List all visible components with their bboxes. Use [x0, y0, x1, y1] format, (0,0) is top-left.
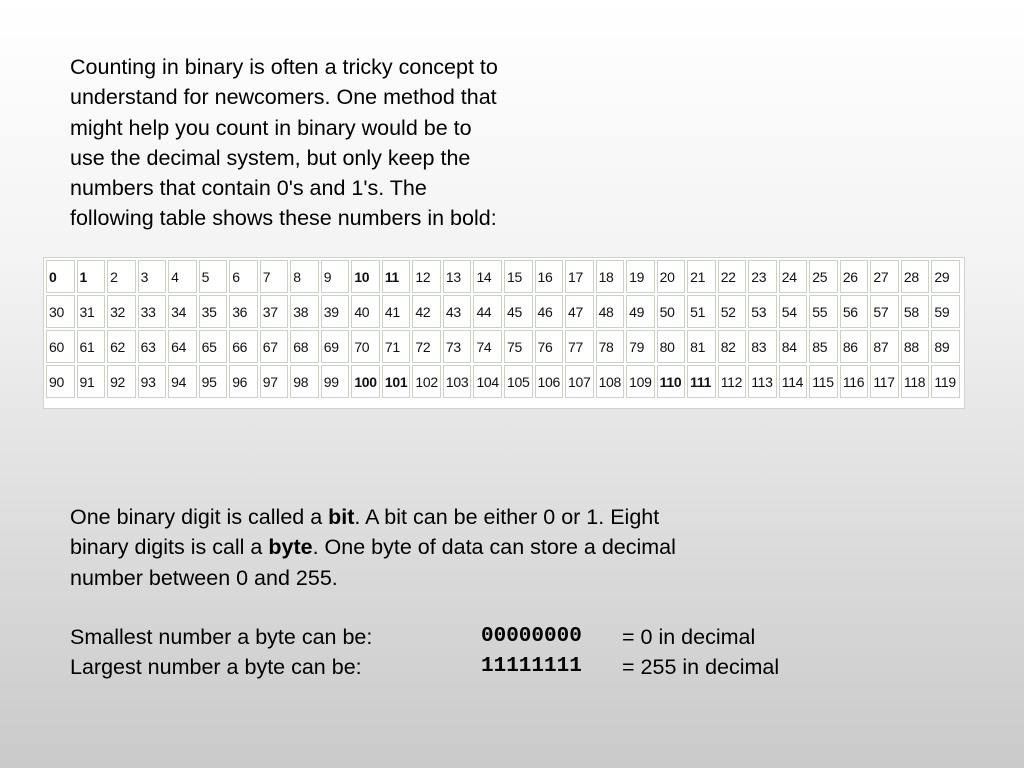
number-cell: 26 — [840, 260, 869, 293]
number-cell: 85 — [809, 330, 838, 363]
largest-byte-label: Largest number a byte can be: — [70, 655, 362, 679]
number-cell: 71 — [382, 330, 411, 363]
number-cell: 42 — [412, 295, 441, 328]
number-cell: 110 — [657, 365, 686, 398]
number-cell: 21 — [687, 260, 716, 293]
number-cell: 109 — [626, 365, 655, 398]
table-row — [46, 365, 960, 398]
number-cell: 47 — [565, 295, 594, 328]
number-cell: 55 — [809, 295, 838, 328]
number-cell: 17 — [565, 260, 594, 293]
number-cell: 91 — [77, 365, 106, 398]
text-span: . One byte of data can store a decimal — [312, 535, 676, 560]
number-cell: 107 — [565, 365, 594, 398]
number-cell: 15 — [504, 260, 533, 293]
number-cell: 90 — [46, 365, 75, 398]
number-cell: 97 — [260, 365, 289, 398]
number-cell: 19 — [626, 260, 655, 293]
bit-byte-paragraph — [70, 502, 830, 593]
number-cell: 23 — [748, 260, 777, 293]
table-body — [46, 260, 960, 398]
number-cell: 62 — [107, 330, 136, 363]
number-cell: 118 — [901, 365, 930, 398]
number-cell: 64 — [168, 330, 197, 363]
number-cell: 60 — [46, 330, 75, 363]
byte-range-line: number between 0 and 255. — [70, 565, 338, 590]
byte-term: byte — [268, 535, 313, 560]
intro-line: Counting in binary is often a tricky concept to — [70, 55, 498, 79]
byte-definition-line — [70, 532, 830, 562]
binary-counting-table-frame — [43, 257, 965, 409]
number-cell: 10 — [351, 260, 380, 293]
binary-counting-table — [44, 258, 962, 400]
number-cell: 20 — [657, 260, 686, 293]
number-cell: 115 — [809, 365, 838, 398]
number-cell: 1 — [77, 260, 106, 293]
number-cell: 66 — [229, 330, 258, 363]
number-cell: 11 — [382, 260, 411, 293]
number-cell: 111 — [687, 365, 716, 398]
number-cell: 87 — [870, 330, 899, 363]
number-cell: 27 — [870, 260, 899, 293]
table-row — [46, 295, 960, 328]
number-cell: 105 — [504, 365, 533, 398]
number-cell: 34 — [168, 295, 197, 328]
number-cell: 100 — [351, 365, 380, 398]
number-cell: 16 — [535, 260, 564, 293]
number-cell: 63 — [138, 330, 167, 363]
number-cell: 33 — [138, 295, 167, 328]
number-cell: 8 — [290, 260, 319, 293]
number-cell: 2 — [107, 260, 136, 293]
number-cell: 79 — [626, 330, 655, 363]
intro-line: following table shows these numbers in bold: — [70, 206, 497, 231]
smallest-byte-label: Smallest number a byte can be: — [70, 625, 373, 649]
number-cell: 22 — [718, 260, 747, 293]
number-cell: 30 — [46, 295, 75, 328]
number-cell: 86 — [840, 330, 869, 363]
number-cell: 49 — [626, 295, 655, 328]
intro-line: might help you count in binary would be to — [70, 115, 472, 140]
number-cell: 50 — [657, 295, 686, 328]
number-cell: 81 — [687, 330, 716, 363]
number-cell: 28 — [901, 260, 930, 293]
number-cell: 46 — [535, 295, 564, 328]
number-cell: 67 — [260, 330, 289, 363]
number-cell: 83 — [748, 330, 777, 363]
number-cell: 58 — [901, 295, 930, 328]
number-cell: 54 — [779, 295, 808, 328]
number-cell: 25 — [809, 260, 838, 293]
intro-line: use the decimal system, but only keep the — [70, 145, 471, 170]
number-cell: 29 — [931, 260, 960, 293]
number-cell: 6 — [229, 260, 258, 293]
number-cell: 39 — [321, 295, 350, 328]
number-cell: 119 — [931, 365, 960, 398]
smallest-byte-decimal: = 0 in decimal — [622, 625, 756, 649]
number-cell: 9 — [321, 260, 350, 293]
number-cell: 113 — [748, 365, 777, 398]
table-row — [46, 330, 960, 363]
number-cell: 98 — [290, 365, 319, 398]
intro-paragraph — [70, 52, 590, 234]
number-cell: 72 — [412, 330, 441, 363]
number-cell: 43 — [443, 295, 472, 328]
text-span: binary digits is call a — [70, 535, 269, 560]
number-cell: 101 — [382, 365, 411, 398]
number-cell: 78 — [596, 330, 625, 363]
number-cell: 32 — [107, 295, 136, 328]
number-cell: 5 — [199, 260, 228, 293]
number-cell: 40 — [351, 295, 380, 328]
number-cell: 96 — [229, 365, 258, 398]
number-cell: 36 — [229, 295, 258, 328]
bit-definition-line — [70, 502, 830, 532]
number-cell: 103 — [443, 365, 472, 398]
number-cell: 57 — [870, 295, 899, 328]
number-cell: 44 — [473, 295, 502, 328]
number-cell: 24 — [779, 260, 808, 293]
number-cell: 84 — [779, 330, 808, 363]
number-cell: 65 — [199, 330, 228, 363]
number-cell: 93 — [138, 365, 167, 398]
number-cell: 0 — [46, 260, 75, 293]
number-cell: 112 — [718, 365, 747, 398]
number-cell: 3 — [138, 260, 167, 293]
text-span: One binary digit is called a — [70, 505, 329, 529]
table-row — [46, 260, 960, 293]
number-cell: 38 — [290, 295, 319, 328]
number-cell: 4 — [168, 260, 197, 293]
number-cell: 106 — [535, 365, 564, 398]
number-cell: 13 — [443, 260, 472, 293]
number-cell: 117 — [870, 365, 899, 398]
number-cell: 73 — [443, 330, 472, 363]
number-cell: 14 — [473, 260, 502, 293]
number-cell: 35 — [199, 295, 228, 328]
bit-term: bit — [328, 505, 355, 529]
text-span: . A bit can be either 0 or 1. Eight — [354, 505, 660, 529]
number-cell: 41 — [382, 295, 411, 328]
number-cell: 51 — [687, 295, 716, 328]
number-cell: 59 — [931, 295, 960, 328]
number-cell: 70 — [351, 330, 380, 363]
largest-byte-decimal: = 255 in decimal — [622, 655, 780, 679]
number-cell: 45 — [504, 295, 533, 328]
number-cell: 18 — [596, 260, 625, 293]
number-cell: 53 — [748, 295, 777, 328]
number-cell: 92 — [107, 365, 136, 398]
intro-line: understand for newcomers. One method that — [70, 85, 497, 110]
number-cell: 69 — [321, 330, 350, 363]
number-cell: 68 — [290, 330, 319, 363]
number-cell: 80 — [657, 330, 686, 363]
number-cell: 88 — [901, 330, 930, 363]
largest-byte-value: 11111111 — [481, 655, 582, 678]
number-cell: 108 — [596, 365, 625, 398]
number-cell: 102 — [412, 365, 441, 398]
number-cell: 31 — [77, 295, 106, 328]
number-cell: 116 — [840, 365, 869, 398]
number-cell: 89 — [931, 330, 960, 363]
number-cell: 76 — [535, 330, 564, 363]
smallest-byte-value: 00000000 — [481, 625, 582, 648]
number-cell: 75 — [504, 330, 533, 363]
number-cell: 82 — [718, 330, 747, 363]
number-cell: 114 — [779, 365, 808, 398]
number-cell: 52 — [718, 295, 747, 328]
number-cell: 56 — [840, 295, 869, 328]
intro-line: numbers that contain 0's and 1's. The — [70, 176, 427, 201]
number-cell: 74 — [473, 330, 502, 363]
number-cell: 12 — [412, 260, 441, 293]
number-cell: 104 — [473, 365, 502, 398]
number-cell: 99 — [321, 365, 350, 398]
number-cell: 61 — [77, 330, 106, 363]
number-cell: 48 — [596, 295, 625, 328]
number-cell: 37 — [260, 295, 289, 328]
number-cell: 7 — [260, 260, 289, 293]
number-cell: 77 — [565, 330, 594, 363]
number-cell: 94 — [168, 365, 197, 398]
number-cell: 95 — [199, 365, 228, 398]
